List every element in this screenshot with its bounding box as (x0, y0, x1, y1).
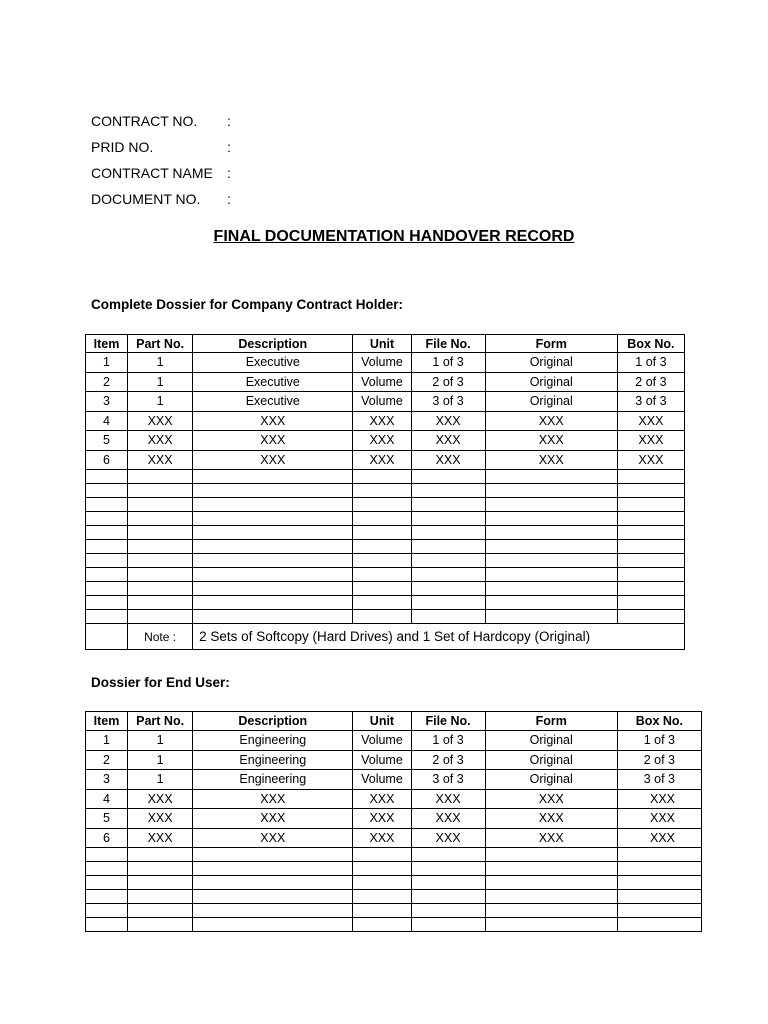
empty-cell (353, 610, 411, 624)
cell-description: XXX (193, 809, 353, 829)
col-header-unit: Unit (353, 335, 411, 353)
cell-box-no: XXX (617, 450, 684, 470)
col-header-item: Item (86, 712, 128, 731)
cell-file-no: XXX (411, 828, 485, 848)
section2-title: Dossier for End User: (91, 675, 230, 690)
empty-cell (86, 596, 128, 610)
blank-row (86, 890, 702, 904)
table-row (86, 828, 702, 848)
empty-cell (617, 610, 684, 624)
cell-part-no: XXX (128, 431, 193, 451)
empty-cell (193, 890, 353, 904)
empty-cell (353, 540, 411, 554)
cell-item: 6 (86, 828, 128, 848)
empty-cell (485, 540, 617, 554)
empty-cell (617, 876, 701, 890)
cell-box-no: XXX (617, 828, 701, 848)
cell-description: XXX (193, 828, 353, 848)
empty-cell (353, 512, 411, 526)
empty-cell (617, 862, 701, 876)
cell-form: Original (485, 750, 617, 770)
empty-cell (128, 610, 193, 624)
empty-cell (617, 596, 684, 610)
empty-cell (193, 484, 353, 498)
blank-row (86, 526, 685, 540)
blank-row (86, 554, 685, 568)
empty-cell (485, 596, 617, 610)
note-label: Note : (128, 624, 193, 650)
cell-form: Original (485, 731, 617, 751)
cell-form: XXX (485, 411, 617, 431)
cell-form: Original (485, 353, 617, 373)
empty-cell (485, 498, 617, 512)
cell-description: XXX (193, 789, 353, 809)
cell-item: 5 (86, 431, 128, 451)
empty-cell (86, 512, 128, 526)
cell-unit: XXX (353, 828, 411, 848)
cell-box-no: XXX (617, 411, 684, 431)
contract-no-colon: : (227, 113, 231, 129)
empty-cell (193, 498, 353, 512)
cell-file-no: XXX (411, 789, 485, 809)
table-row (86, 750, 702, 770)
empty-cell (617, 540, 684, 554)
table-row (86, 431, 685, 451)
empty-cell (353, 498, 411, 512)
empty-cell (353, 582, 411, 596)
empty-cell (411, 512, 485, 526)
blank-row (86, 848, 702, 862)
cell-part-no: 1 (128, 750, 193, 770)
cell-item: 1 (86, 731, 128, 751)
empty-cell (86, 876, 128, 890)
empty-cell (193, 568, 353, 582)
col-header-description: Description (193, 335, 353, 353)
empty-cell (128, 918, 193, 932)
blank-row (86, 470, 685, 484)
empty-cell (353, 862, 411, 876)
cell-unit: Volume (353, 770, 411, 790)
cell-box-no: 3 of 3 (617, 770, 701, 790)
company-dossier-table (85, 334, 685, 650)
empty-cell (617, 512, 684, 526)
cell-form: XXX (485, 450, 617, 470)
empty-cell (353, 848, 411, 862)
empty-cell (617, 918, 701, 932)
empty-cell (353, 890, 411, 904)
empty-cell (193, 918, 353, 932)
empty-cell (485, 568, 617, 582)
cell-form: XXX (485, 828, 617, 848)
empty-cell (128, 848, 193, 862)
empty-cell (193, 540, 353, 554)
cell-part-no: 1 (128, 353, 193, 373)
col-header-file-no: File No. (411, 335, 485, 353)
cell-box-no: 2 of 3 (617, 750, 701, 770)
cell-description: Engineering (193, 770, 353, 790)
empty-cell (485, 582, 617, 596)
table-row (86, 770, 702, 790)
table-row (86, 392, 685, 412)
col-header-part-no: Part No. (128, 712, 193, 731)
empty-cell (411, 610, 485, 624)
empty-cell (353, 918, 411, 932)
note-row (86, 624, 685, 650)
empty-cell (86, 610, 128, 624)
cell-file-no: 2 of 3 (411, 750, 485, 770)
section1-title: Complete Dossier for Company Contract Holder: (91, 297, 404, 312)
empty-cell (411, 876, 485, 890)
cell-part-no: 1 (128, 372, 193, 392)
contract-name-colon: : (227, 165, 231, 181)
empty-cell (485, 554, 617, 568)
empty-cell (86, 848, 128, 862)
cell-item: 1 (86, 353, 128, 373)
empty-cell (411, 848, 485, 862)
document-title: FINAL DOCUMENTATION HANDOVER RECORD (213, 228, 575, 245)
empty-cell (86, 568, 128, 582)
empty-cell (617, 848, 701, 862)
empty-cell (128, 554, 193, 568)
document-no-colon: : (227, 191, 231, 207)
empty-cell (86, 540, 128, 554)
empty-cell (353, 596, 411, 610)
cell-part-no: 1 (128, 731, 193, 751)
cell-description: Executive (193, 372, 353, 392)
empty-cell (485, 512, 617, 526)
empty-cell (617, 470, 684, 484)
empty-cell (193, 582, 353, 596)
table-row (86, 411, 685, 431)
table-row (86, 809, 702, 829)
cell-box-no: XXX (617, 789, 701, 809)
contract-no-label: CONTRACT NO. (91, 113, 198, 129)
company-dossier-body (86, 353, 685, 650)
cell-item: 4 (86, 411, 128, 431)
empty-cell (86, 484, 128, 498)
cell-form: XXX (485, 789, 617, 809)
cell-file-no: XXX (411, 431, 485, 451)
col-header-form: Form (485, 335, 617, 353)
cell-item: 5 (86, 809, 128, 829)
empty-cell (353, 568, 411, 582)
empty-cell (353, 470, 411, 484)
cell-unit: Volume (353, 731, 411, 751)
empty-cell (353, 904, 411, 918)
empty-cell (86, 862, 128, 876)
empty-cell (86, 582, 128, 596)
cell-item: 3 (86, 392, 128, 412)
empty-cell (485, 862, 617, 876)
cell-file-no: XXX (411, 809, 485, 829)
empty-cell (617, 582, 684, 596)
empty-cell (411, 484, 485, 498)
table-row (86, 450, 685, 470)
cell-form: XXX (485, 431, 617, 451)
empty-cell (353, 484, 411, 498)
cell-box-no: XXX (617, 431, 684, 451)
cell-part-no: 1 (128, 770, 193, 790)
empty-cell (86, 470, 128, 484)
empty-cell (411, 470, 485, 484)
empty-cell (411, 918, 485, 932)
cell-box-no: 1 of 3 (617, 353, 684, 373)
empty-cell (128, 540, 193, 554)
cell-unit: Volume (353, 353, 411, 373)
cell-item: 2 (86, 372, 128, 392)
blank-row (86, 498, 685, 512)
empty-cell (128, 498, 193, 512)
empty-cell (193, 470, 353, 484)
empty-cell (128, 862, 193, 876)
empty-cell (411, 540, 485, 554)
empty-cell (485, 876, 617, 890)
cell-item: 2 (86, 750, 128, 770)
blank-row (86, 596, 685, 610)
empty-cell (128, 876, 193, 890)
cell-file-no: 2 of 3 (411, 372, 485, 392)
cell-box-no: 3 of 3 (617, 392, 684, 412)
empty-cell (193, 876, 353, 890)
empty-cell (411, 582, 485, 596)
cell-part-no: 1 (128, 392, 193, 412)
cell-unit: XXX (353, 431, 411, 451)
prid-no-label: PRID NO. (91, 139, 154, 155)
empty-cell (193, 904, 353, 918)
blank-row (86, 512, 685, 526)
empty-cell (411, 890, 485, 904)
cell-part-no: XXX (128, 450, 193, 470)
empty-cell (411, 554, 485, 568)
blank-row (86, 862, 702, 876)
cell-file-no: 3 of 3 (411, 770, 485, 790)
cell-description: Engineering (193, 731, 353, 751)
cell-form: Original (485, 770, 617, 790)
table-row (86, 789, 702, 809)
cell-box-no: 1 of 3 (617, 731, 701, 751)
empty-cell (353, 554, 411, 568)
empty-cell (617, 568, 684, 582)
cell-description: XXX (193, 431, 353, 451)
empty-cell (86, 904, 128, 918)
empty-cell (128, 512, 193, 526)
empty-cell (411, 862, 485, 876)
empty-cell (617, 890, 701, 904)
cell-item: 6 (86, 450, 128, 470)
empty-cell (617, 904, 701, 918)
cell-description: Executive (193, 353, 353, 373)
cell-part-no: XXX (128, 789, 193, 809)
empty-cell (193, 610, 353, 624)
empty-cell (411, 498, 485, 512)
empty-cell (128, 596, 193, 610)
empty-cell (485, 918, 617, 932)
cell-unit: Volume (353, 372, 411, 392)
empty-cell (485, 526, 617, 540)
table-row (86, 353, 685, 373)
blank-row (86, 568, 685, 582)
cell-box-no: 2 of 3 (617, 372, 684, 392)
empty-cell (411, 568, 485, 582)
col-header-box-no: Box No. (617, 335, 684, 353)
cell-part-no: XXX (128, 809, 193, 829)
cell-unit: XXX (353, 450, 411, 470)
empty-cell (86, 554, 128, 568)
cell-unit: Volume (353, 750, 411, 770)
empty-cell (193, 848, 353, 862)
empty-cell (411, 526, 485, 540)
blank-row (86, 918, 702, 932)
empty-cell (485, 610, 617, 624)
empty-cell (128, 568, 193, 582)
empty-cell (86, 918, 128, 932)
empty-cell (617, 526, 684, 540)
col-header-description: Description (193, 712, 353, 731)
empty-cell (128, 526, 193, 540)
empty-cell (193, 554, 353, 568)
empty-cell (193, 862, 353, 876)
note-text: 2 Sets of Softcopy (Hard Drives) and 1 Set of Hardcopy (Original) (193, 624, 685, 650)
cell-unit: XXX (353, 789, 411, 809)
cell-form: Original (485, 372, 617, 392)
cell-file-no: 3 of 3 (411, 392, 485, 412)
cell-unit: XXX (353, 809, 411, 829)
empty-cell (128, 582, 193, 596)
table-header-row (86, 335, 685, 353)
empty-cell (128, 484, 193, 498)
table-row (86, 372, 685, 392)
blank-row (86, 904, 702, 918)
empty-cell (485, 904, 617, 918)
cell-description: XXX (193, 450, 353, 470)
empty-cell (485, 484, 617, 498)
empty-cell (86, 498, 128, 512)
empty-cell (617, 554, 684, 568)
end-user-dossier-table (85, 711, 702, 932)
cell-item: 3 (86, 770, 128, 790)
empty-cell (193, 596, 353, 610)
cell-unit: Volume (353, 392, 411, 412)
empty-cell (128, 890, 193, 904)
prid-no-colon: : (227, 139, 231, 155)
empty-cell (411, 904, 485, 918)
cell-file-no: 1 of 3 (411, 731, 485, 751)
empty-cell (617, 484, 684, 498)
cell-form: Original (485, 392, 617, 412)
table-header-row (86, 712, 702, 731)
empty-cell (411, 596, 485, 610)
empty-cell (193, 512, 353, 526)
cell-description: Executive (193, 392, 353, 412)
cell-description: XXX (193, 411, 353, 431)
empty-cell (485, 848, 617, 862)
cell-description: Engineering (193, 750, 353, 770)
empty-cell (353, 876, 411, 890)
document-no-label: DOCUMENT NO. (91, 191, 201, 207)
empty-cell (86, 624, 128, 650)
empty-cell (128, 470, 193, 484)
cell-form: XXX (485, 809, 617, 829)
col-header-part-no: Part No. (128, 335, 193, 353)
end-user-dossier-body (86, 731, 702, 932)
cell-file-no: 1 of 3 (411, 353, 485, 373)
cell-part-no: XXX (128, 411, 193, 431)
empty-cell (193, 526, 353, 540)
col-header-box-no: Box No. (617, 712, 701, 731)
cell-part-no: XXX (128, 828, 193, 848)
table-row (86, 731, 702, 751)
blank-row (86, 582, 685, 596)
col-header-unit: Unit (353, 712, 411, 731)
cell-box-no: XXX (617, 809, 701, 829)
blank-row (86, 484, 685, 498)
empty-cell (485, 470, 617, 484)
contract-name-label: CONTRACT NAME (91, 165, 213, 181)
empty-cell (617, 498, 684, 512)
blank-row (86, 540, 685, 554)
col-header-item: Item (86, 335, 128, 353)
col-header-form: Form (485, 712, 617, 731)
empty-cell (353, 526, 411, 540)
empty-cell (485, 890, 617, 904)
blank-row (86, 610, 685, 624)
empty-cell (128, 904, 193, 918)
empty-cell (86, 890, 128, 904)
col-header-file-no: File No. (411, 712, 485, 731)
blank-row (86, 876, 702, 890)
empty-cell (86, 526, 128, 540)
cell-unit: XXX (353, 411, 411, 431)
cell-item: 4 (86, 789, 128, 809)
cell-file-no: XXX (411, 411, 485, 431)
cell-file-no: XXX (411, 450, 485, 470)
